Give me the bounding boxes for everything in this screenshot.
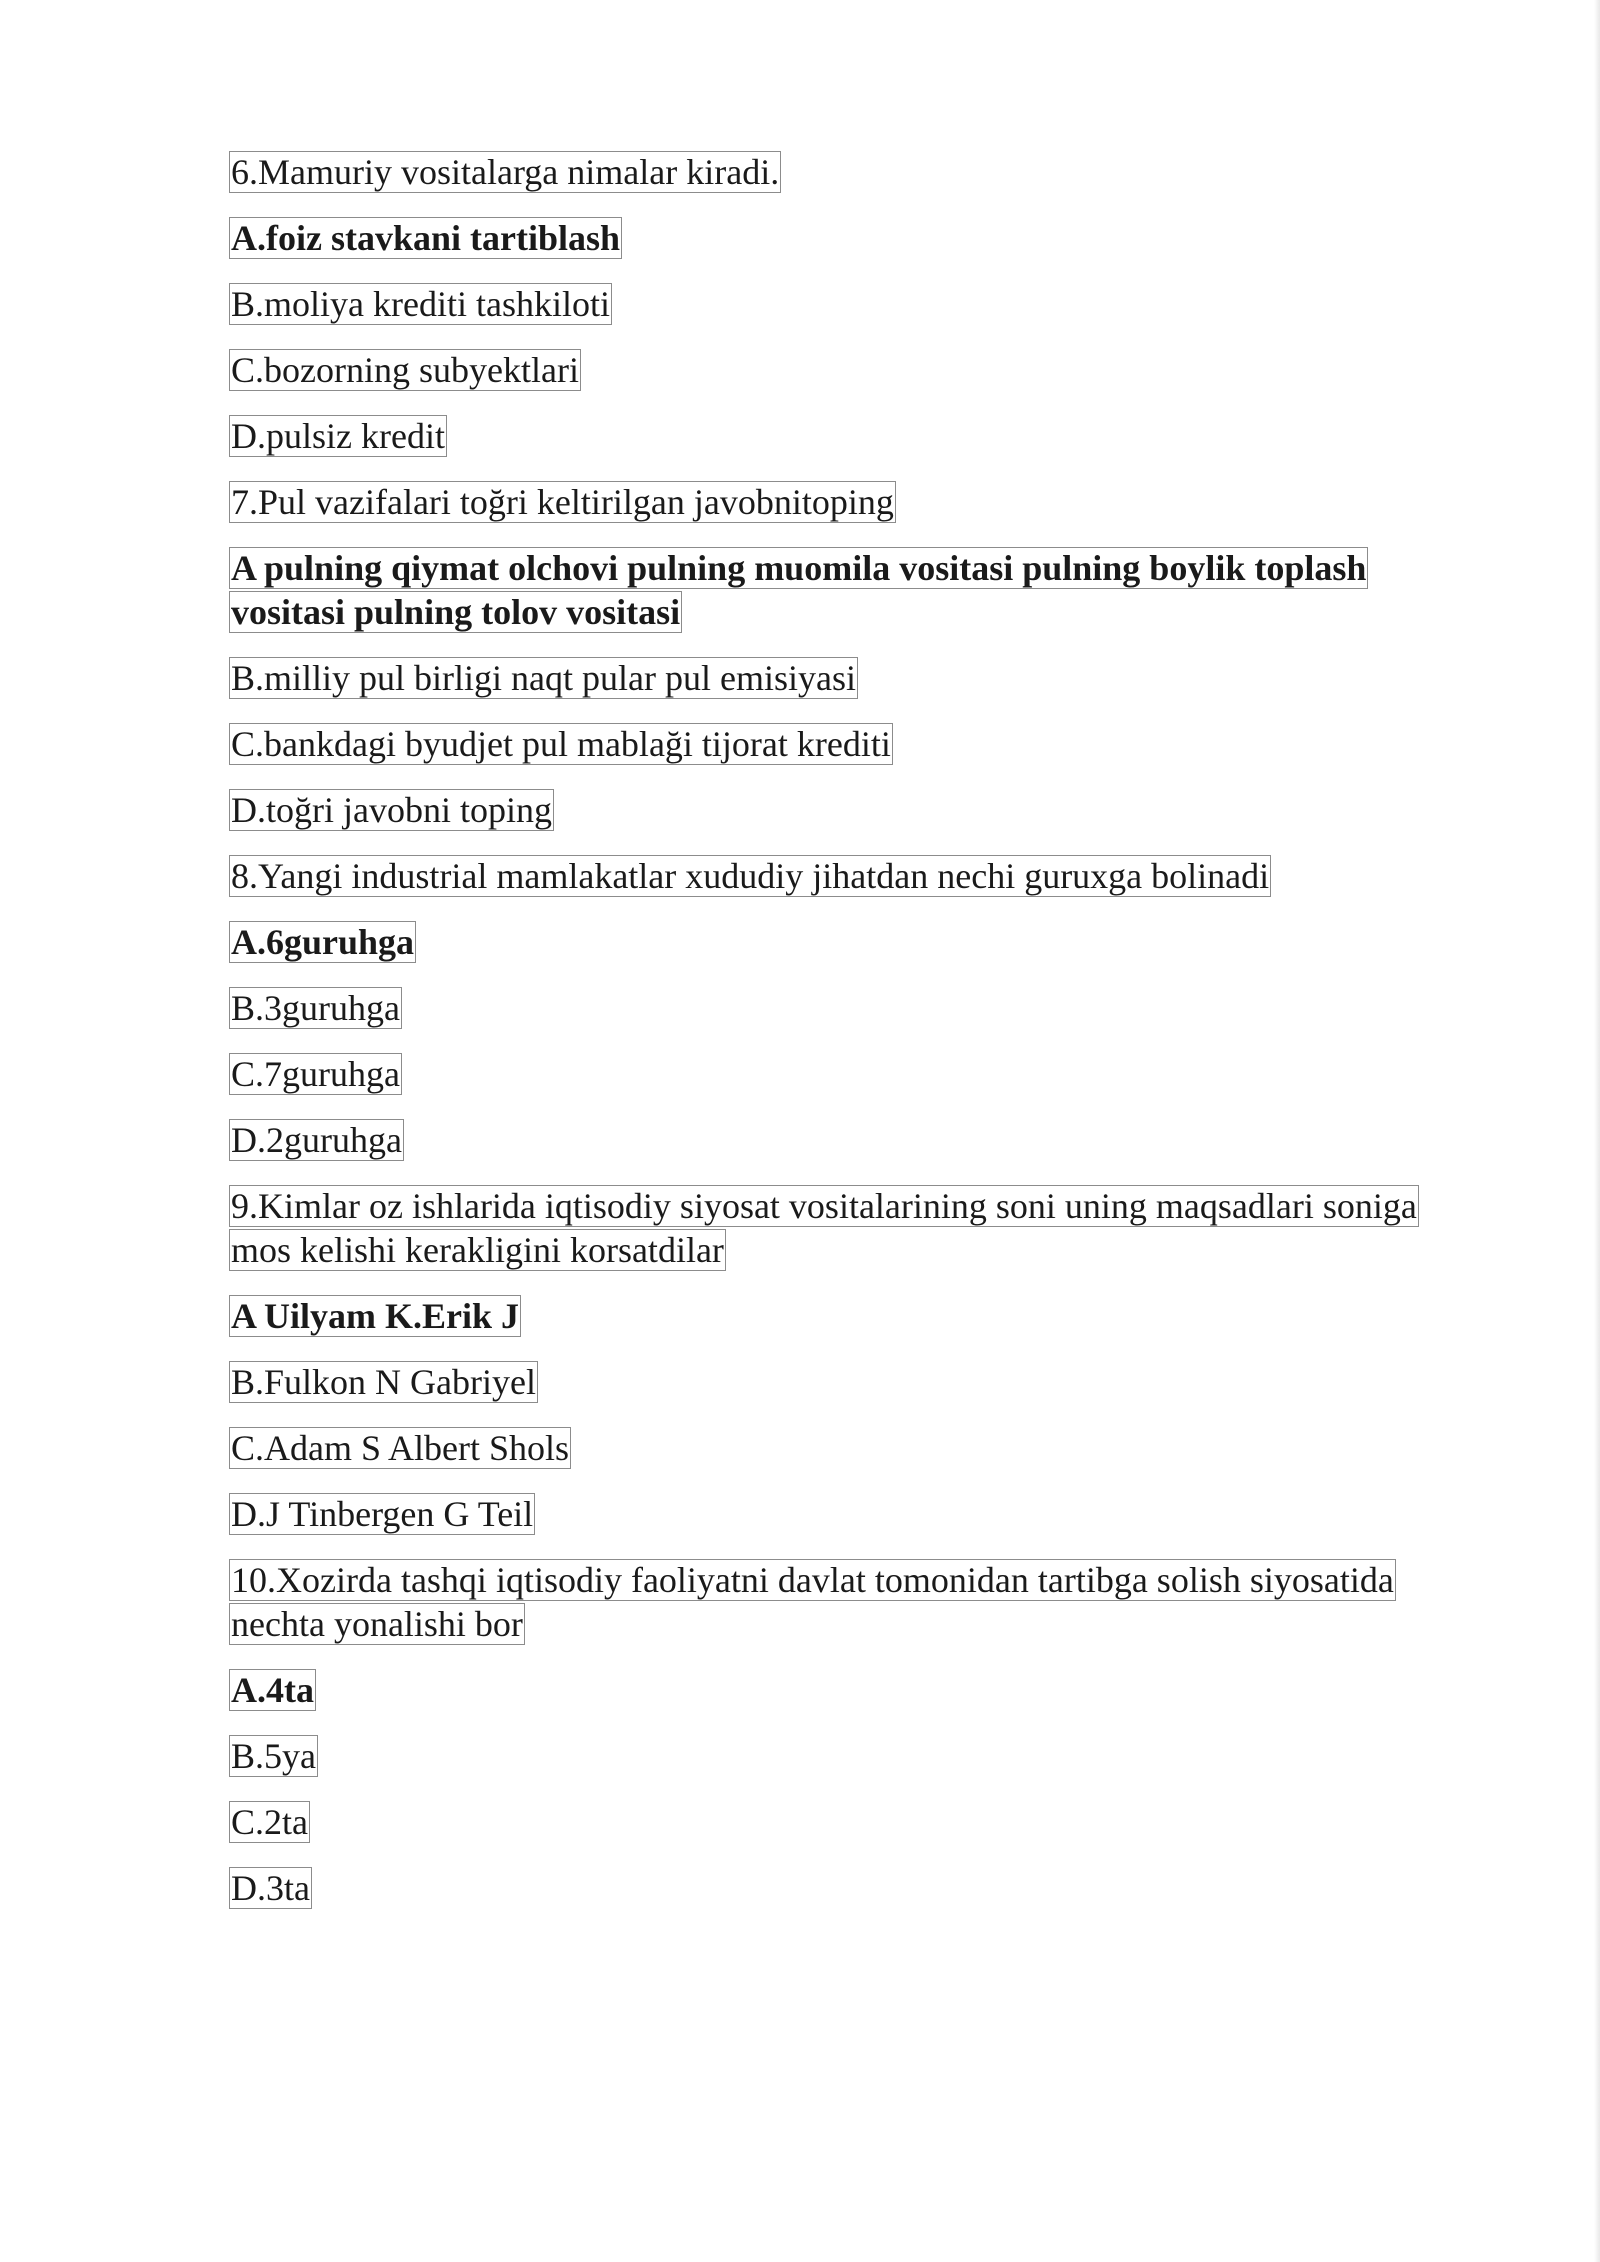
answer-option: B.milliy pul birligi naqt pular pul emisiyasi <box>231 658 856 698</box>
question-10-option-c <box>229 1800 1469 1844</box>
answer-option-correct: A.foiz stavkani tartiblash <box>231 218 621 258</box>
question-6-option-d <box>229 414 1469 458</box>
question-6-text: 6.Mamuriy vositalarga nimalar kiradi. <box>231 152 780 192</box>
question-7 <box>229 480 1469 524</box>
question-9-option-b <box>229 1360 1469 1404</box>
answer-option-correct: A Uilyam K.Erik J <box>231 1296 520 1336</box>
question-7-option-b <box>229 656 1469 700</box>
question-9-option-d <box>229 1492 1469 1536</box>
question-7-option-c <box>229 722 1469 766</box>
question-10-option-b <box>229 1734 1469 1778</box>
question-7-text: 7.Pul vazifalari toğri keltirilgan javobnitoping <box>231 482 894 522</box>
question-8-option-c <box>229 1052 1469 1096</box>
answer-option: C.bozorning subyektlari <box>231 350 579 390</box>
answer-option: C.Adam S Albert Shols <box>231 1428 570 1468</box>
question-6-option-c <box>229 348 1469 392</box>
question-8-option-a <box>229 920 1469 964</box>
answer-option: B.moliya krediti tashkiloti <box>231 284 610 324</box>
question-10 <box>229 1558 1469 1646</box>
question-10-text: 10.Xozirda tashqi iqtisodiy faoliyatni davlat tomonidan tartibga solish siyosatida nechta yonalishi bor <box>231 1560 1394 1644</box>
answer-option: D.2guruhga <box>231 1120 402 1160</box>
answer-option: D.J Tinbergen G Teil <box>231 1494 534 1534</box>
question-9 <box>229 1184 1469 1272</box>
answer-option: C.2ta <box>231 1802 308 1842</box>
question-8-option-b <box>229 986 1469 1030</box>
question-7-option-a <box>229 546 1469 634</box>
page-edge-shadow <box>1594 0 1600 2262</box>
question-6-option-b <box>229 282 1469 326</box>
quiz-content <box>229 150 1469 1932</box>
answer-option: B.Fulkon N Gabriyel <box>231 1362 536 1402</box>
answer-option: B.3guruhga <box>231 988 400 1028</box>
question-6-option-a <box>229 216 1469 260</box>
answer-option: D.toğri javobni toping <box>231 790 552 830</box>
question-7-option-d <box>229 788 1469 832</box>
question-8 <box>229 854 1469 898</box>
answer-option: D.3ta <box>231 1868 310 1908</box>
answer-option: D.pulsiz kredit <box>231 416 445 456</box>
answer-option: C.bankdagi byudjet pul mablaği tijorat krediti <box>231 724 891 764</box>
answer-option: C.7guruhga <box>231 1054 400 1094</box>
question-10-option-a <box>229 1668 1469 1712</box>
answer-option-correct: A.6guruhga <box>231 922 415 962</box>
question-10-option-d <box>229 1866 1469 1910</box>
question-8-text: 8.Yangi industrial mamlakatlar xududiy jihatdan nechi guruxga bolinadi <box>231 856 1270 896</box>
question-9-option-a <box>229 1294 1469 1338</box>
answer-option-correct: A pulning qiymat olchovi pulning muomila vositasi pulning boylik toplash vositasi pulning tolov vositasi <box>231 548 1367 632</box>
question-8-option-d <box>229 1118 1469 1162</box>
question-9-option-c <box>229 1426 1469 1470</box>
answer-option-correct: A.4ta <box>231 1670 314 1710</box>
question-6 <box>229 150 1469 194</box>
answer-option: B.5ya <box>231 1736 316 1776</box>
question-9-text: 9.Kimlar oz ishlarida iqtisodiy siyosat vositalarining soni uning maqsadlari soniga mos kelishi kerakligini korsatdilar <box>231 1186 1417 1270</box>
